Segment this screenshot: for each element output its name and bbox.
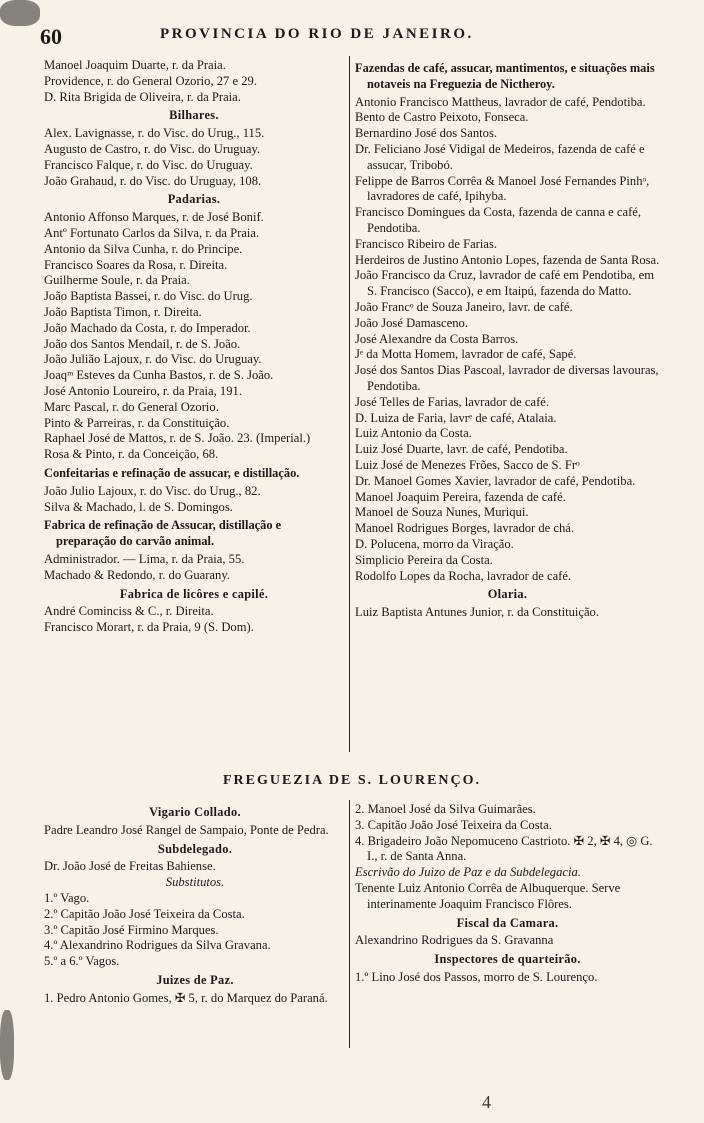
directory-entry: José Telles de Farias, lavrador de café. — [355, 394, 550, 409]
directory-entry: João Machado da Costa, r. do Imperador. — [44, 320, 251, 335]
directory-entry: Antonio Francisco Mattheus, lavrador de café, Pendotiba. — [355, 94, 646, 109]
subheading: Substitutos. — [165, 875, 225, 890]
directory-entry: Manoel Joaquim Pereira, fazenda de café. — [355, 489, 566, 504]
ink-blot-top-left — [0, 0, 40, 26]
directory-entry: 5.º a 6.º Vagos. — [44, 954, 120, 969]
right-column — [355, 58, 660, 621]
subheading: Escrivão do Juizo de Paz e da Subdelegacia. — [355, 865, 581, 880]
directory-entry: Francisco Domingues da Costa, fazenda de canna e café, Pendotiba. — [355, 205, 642, 235]
directory-entry: Francisco Ribeiro de Farias. — [355, 236, 497, 251]
directory-entry: 3. Capitão João José Teixeira da Costa. — [355, 817, 552, 832]
section-heading: Vigario Collado. — [149, 805, 241, 819]
directory-entry: 1.º Lino José dos Passos, morro de S. Lourenço. — [355, 969, 598, 984]
lower-left-column — [44, 802, 346, 1007]
directory-entry: Jᵉ da Motta Homem, lavrador de café, Sapé. — [355, 347, 577, 362]
directory-entry: Simplicio Pereira da Costa. — [355, 552, 493, 567]
directory-entry: Alexandrino Rodrigues da S. Gravanna — [355, 933, 554, 948]
page-number: 60 — [40, 24, 62, 49]
directory-entry: Marc Pascal, r. do General Ozorio. — [44, 399, 219, 414]
directory-entry: Silva & Machado, l. de S. Domingos. — [44, 499, 233, 514]
directory-entry: Augusto de Castro, r. do Visc. do Uruguay. — [44, 141, 261, 156]
directory-entry: João Baptista Timon, r. Direita. — [44, 304, 202, 319]
directory-entry: José Alexandre da Costa Barros. — [355, 331, 519, 346]
directory-entry: Rodolfo Lopes da Rocha, lavrador de café. — [355, 568, 572, 583]
directory-entry: Guilherme Soule, r. da Praia. — [44, 273, 190, 288]
section-heading: Confeitarias e refinação de assucar, e distillação. — [44, 465, 300, 480]
directory-entry: D. Rita Brigida de Oliveira, r. da Praia. — [44, 89, 241, 104]
directory-entry: Dr. João José de Freitas Bahiense. — [44, 859, 216, 874]
lower-right-column — [355, 802, 660, 986]
directory-entry: José Antonio Loureiro, r. da Praia, 191. — [44, 383, 242, 398]
directory-entry: Antonio da Silva Cunha, r. do Principe. — [44, 241, 243, 256]
directory-entry: 3.º Capitão José Firmino Marques. — [44, 922, 219, 937]
directory-entry: Luiz José Duarte, lavr. de café, Pendotiba. — [355, 442, 568, 457]
page-header — [40, 22, 680, 50]
directory-entry: Manoel de Souza Nunes, Muriqui. — [355, 505, 529, 520]
directory-entry: Antonio Affonso Marques, r. de José Bonif. — [44, 210, 264, 225]
directory-entry: João Julio Lajoux, r. do Visc. do Urug., 82. — [44, 483, 261, 498]
directory-entry: Francisco Morart, r. da Praia, 9 (S. Dom). — [44, 620, 254, 635]
column-divider-lower — [349, 800, 350, 1048]
footer-mark: 4 — [482, 1092, 491, 1112]
directory-entry: João Baptista Bassei, r. do Visc. do Urug. — [44, 289, 253, 304]
running-title: PROVINCIA DO RIO DE JANEIRO. — [160, 26, 474, 42]
directory-entry: Dr. Feliciano José Vidigal de Medeiros, fazenda de café e assucar, Tribobó. — [355, 141, 645, 172]
directory-entry: Felippe de Barros Corrêa & Manoel José Fernandes Pinhᵒ, lavradores de café, Ipihyba. — [355, 173, 650, 204]
directory-entry: João Francᵒ de Souza Janeiro, lavr. de café. — [355, 299, 573, 314]
section-heading: Padarias. — [167, 192, 221, 207]
directory-entry: André Cominciss & C., r. Direita. — [44, 604, 214, 619]
column-divider-upper — [349, 56, 350, 752]
directory-entry: José dos Santos Dias Pascoal, lavrador de diversas lavouras, Pendotiba. — [355, 363, 659, 393]
parish-heading: FREGUEZIA DE S. LOURENÇO. — [222, 773, 482, 788]
directory-entry: 2.º Capitão João José Teixeira da Costa. — [44, 906, 245, 921]
directory-entry: Luiz Antonio da Costa. — [355, 426, 472, 441]
directory-entry: Pinto & Parreiras, r. da Constituição. — [44, 415, 230, 430]
directory-entry: 1. Pedro Antonio Gomes, ✠ 5, r. do Marquez do Paraná. — [44, 990, 328, 1005]
directory-entry: D. Polucena, morro da Viração. — [355, 536, 514, 551]
section-heading: Subdelegado. — [157, 841, 233, 856]
directory-entry: Machado & Redondo, r. do Guarany. — [44, 567, 230, 582]
section-heading: Fabrica de refinação de Assucar, distillação e preparação do carvão animal. — [44, 518, 282, 549]
directory-entry: Francisco Falque, r. do Visc. do Uruguay. — [44, 157, 253, 172]
directory-entry: Francisco Soares da Rosa, r. Direita. — [44, 257, 228, 272]
directory-entry: 2. Manoel José da Silva Guimarães. — [355, 802, 536, 816]
directory-entry: Raphael José de Mattos, r. de S. João. 23. (Imperial.) — [44, 431, 311, 446]
directory-entry: D. Luiza de Faria, lavrᵉ de café, Atalaia. — [355, 410, 557, 425]
directory-entry: Dr. Manoel Gomes Xavier, lavrador de café, Pendotiba. — [355, 473, 636, 488]
directory-entry: João Julião Lajoux, r. do Visc. do Uruguay. — [44, 352, 262, 367]
section-heading: Fazendas de café, assucar, mantimentos, e situações mais notaveis na Freguezia de Nictheroy. — [355, 61, 655, 91]
section-heading: Fiscal da Camara. — [456, 915, 559, 930]
directory-entry: Bernardino José dos Santos. — [355, 126, 498, 141]
directory-entry: João dos Santos Mendail, r. de S. João. — [44, 336, 241, 351]
directory-entry: Manoel Joaquim Duarte, r. da Praia. — [44, 58, 226, 72]
ink-blot-left-margin — [0, 1010, 14, 1080]
section-heading: Juizes de Paz. — [156, 972, 234, 987]
directory-entry: Administrador. — Lima, r. da Praia, 55. — [44, 551, 245, 566]
directory-entry: João José Damasceno. — [355, 315, 468, 330]
directory-entry: 4. Brigadeiro João Nepomuceno Castrioto. ✠ 2, ✠ 4, ◎ G. I., r. de Santa Anna. — [355, 833, 653, 864]
directory-entry: João Francisco da Cruz, lavrador de café em Pendotiba, em S. Francisco (Sacco), e em Itaipú, fazenda do Matto. — [355, 268, 654, 299]
directory-entry: Bento de Castro Peixoto, Fonseca. — [355, 110, 529, 125]
directory-entry: Antº Fortunato Carlos da Silva, r. da Praia. — [44, 225, 260, 240]
section-heading: Bilhares. — [169, 108, 219, 123]
directory-entry: Padre Leandro José Rangel de Sampaio, Ponte de Pedra. — [44, 822, 329, 837]
section-heading: Inspectores de quarteirão. — [434, 952, 581, 967]
directory-entry: Herdeiros de Justino Antonio Lopes, fazenda de Santa Rosa. — [355, 252, 660, 267]
directory-entry: 4.º Alexandrino Rodrigues da Silva Gravana. — [44, 938, 271, 953]
left-column — [44, 58, 344, 636]
directory-entry: 1.º Vago. — [44, 890, 90, 905]
directory-entry: Alex. Lavignasse, r. do Visc. do Urug., 115. — [44, 126, 265, 141]
section-heading: Olaria. — [487, 587, 528, 602]
directory-entry: Joaqᵐ Esteves da Cunha Bastos, r. de S. João. — [44, 368, 274, 383]
directory-entry: Providence, r. do General Ozorio, 27 e 29. — [44, 73, 257, 88]
directory-entry: Tenente Luiz Antonio Corrêa de Albuquerque. Serve interinamente Joaquim Francisco Flôres. — [355, 880, 621, 911]
directory-entry: Luiz José de Menezes Frões, Sacco de S. Frᵒ — [355, 457, 580, 472]
directory-entry: Manoel Rodrigues Borges, lavrador de chá. — [355, 521, 575, 536]
directory-entry: Luiz Baptista Antunes Junior, r. da Constituição. — [355, 605, 599, 620]
section-heading: Fabrica de licôres e capilé. — [119, 586, 269, 601]
directory-entry: Rosa & Pinto, r. da Conceição, 68. — [44, 447, 219, 462]
directory-entry: João Grahaud, r. do Visc. do Uruguay, 108. — [44, 173, 262, 188]
